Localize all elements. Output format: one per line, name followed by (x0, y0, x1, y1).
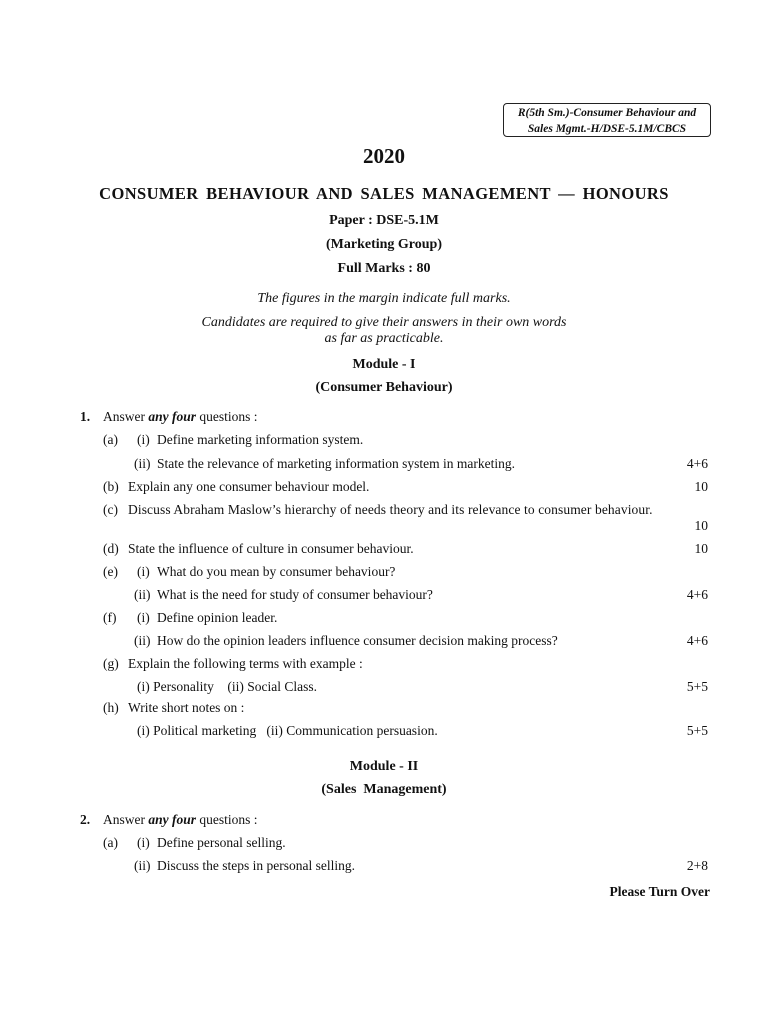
module-1-title: Module - I (352, 357, 416, 372)
q1d-marks: 10 (694, 541, 708, 556)
q1c-marks: 10 (694, 518, 708, 533)
q1e-ii-text: What is the need for study of consumer behaviour? (157, 587, 433, 602)
paper-code-line-2: Sales Mgmt.-H/DSE-5.1M/CBCS (527, 123, 687, 135)
q1b-marks: 10 (694, 479, 708, 494)
paper-number: Paper : DSE-5.1M (329, 213, 439, 228)
q1f-i-text: Define opinion leader. (157, 610, 278, 625)
exam-year: 2020 (363, 144, 405, 168)
q2a-i-text: Define personal selling. (157, 835, 286, 850)
q1c-label: (c) (103, 502, 118, 517)
q1c-text: Discuss Abraham Maslow’s hierarchy of needs theory and its relevance to consumer behaviour. (128, 502, 653, 517)
q1a-ii-label: (ii) (134, 456, 151, 471)
q1f-ii-text: How do the opinion leaders influence consumer decision making process? (157, 633, 558, 648)
q1g-text: Explain the following terms with example : (128, 656, 363, 671)
q2a-label: (a) (103, 835, 118, 850)
note-own-words: Candidates are required to give their answers in their own words (201, 315, 567, 330)
q1g-subitems: (i) Personality (ii) Social Class. (137, 679, 317, 694)
module-2-title: Module - II (349, 759, 419, 774)
q1f-ii-label: (ii) (134, 633, 151, 648)
q1e-i-text: What do you mean by consumer behaviour? (157, 564, 396, 579)
instruction-prefix: Answer (103, 409, 145, 424)
q1g-label: (g) (103, 656, 119, 671)
q1d-label: (d) (103, 541, 119, 556)
question-1-number: 1. (80, 409, 91, 424)
q1a-label: (a) (103, 432, 118, 447)
instruction-suffix: questions : (199, 812, 258, 827)
q2a-i-label: (i) (137, 835, 150, 850)
q1h-label: (h) (103, 700, 119, 715)
instruction-emphasis: any four (148, 812, 197, 827)
note-practicable: as far as practicable. (324, 331, 444, 346)
paper-code-box (503, 103, 711, 137)
note-margin-marks: The figures in the margin indicate full marks. (257, 291, 511, 306)
q1a-ii-text: State the relevance of marketing information system in marketing. (157, 456, 516, 471)
q1a-marks: 4+6 (686, 456, 708, 471)
q1h-subitems: (i) Political marketing (ii) Communication persuasion. (137, 723, 438, 738)
question-2-number: 2. (80, 812, 91, 827)
instruction-suffix: questions : (199, 409, 258, 424)
q1g-marks: 5+5 (686, 679, 708, 694)
q2a-marks: 2+8 (686, 858, 708, 873)
paper-group: (Marketing Group) (325, 237, 442, 252)
q1h-text: Write short notes on : (128, 700, 245, 715)
q1e-ii-label: (ii) (134, 587, 151, 602)
q1f-marks: 4+6 (686, 633, 708, 648)
q1e-label: (e) (103, 564, 118, 579)
q1a-i-label: (i) (137, 432, 150, 447)
please-turn-over: Please Turn Over (609, 884, 710, 899)
module-2-subtitle: (Sales Management) (321, 782, 447, 797)
q2a-ii-text: Discuss the steps in personal selling. (157, 858, 355, 873)
question-1-instruction (103, 409, 258, 425)
q1b-text: Explain any one consumer behaviour model. (128, 479, 370, 494)
instruction-prefix: Answer (103, 812, 145, 827)
q1e-marks: 4+6 (686, 587, 708, 602)
question-2-instruction (103, 812, 258, 828)
module-1-subtitle: (Consumer Behaviour) (315, 380, 453, 395)
instruction-emphasis: any four (148, 409, 197, 424)
q1a-i-text: Define marketing information system. (157, 432, 364, 447)
exam-title: CONSUMER BEHAVIOUR AND SALES MANAGEMENT — HONOURS (99, 184, 669, 203)
q1d-text: State the influence of culture in consumer behaviour. (128, 541, 414, 556)
q1e-i-label: (i) (137, 564, 150, 579)
q2a-ii-label: (ii) (134, 858, 151, 873)
paper-code-line-1: R(5th Sm.)-Consumer Behaviour and (517, 107, 697, 119)
q1h-marks: 5+5 (686, 723, 708, 738)
q1f-i-label: (i) (137, 610, 150, 625)
q1f-label: (f) (103, 610, 117, 625)
full-marks: Full Marks : 80 (337, 261, 431, 276)
q1b-label: (b) (103, 479, 119, 494)
